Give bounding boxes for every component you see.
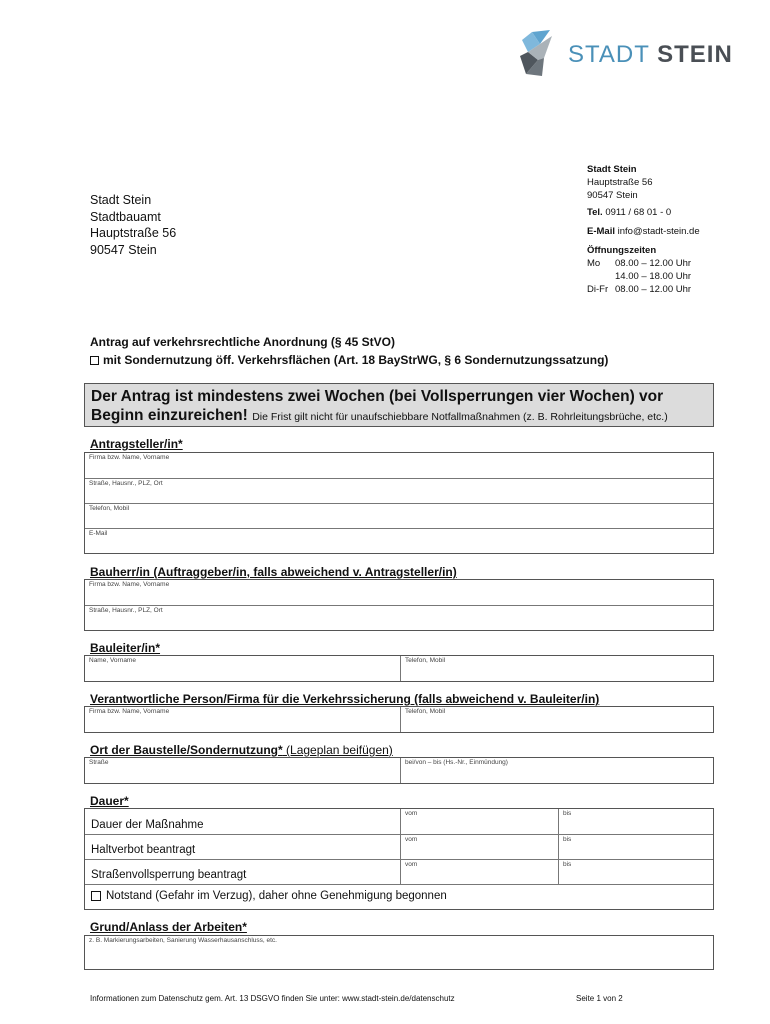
recipient-line: Stadtbauamt: [90, 209, 161, 224]
form-row: [85, 707, 713, 732]
haltverbot-von-field[interactable]: [400, 835, 558, 859]
field-caption: Telefon, Mobil: [405, 708, 446, 715]
field-caption: bei/von – bis (Hs.-Nr., Einmündung): [405, 759, 508, 766]
haltverbot-bis-field[interactable]: [558, 835, 713, 859]
vollsperrung-bis-field[interactable]: [558, 860, 713, 884]
section-grund: Grund/Anlass der Arbeiten*: [90, 920, 247, 934]
form-row[interactable]: [85, 605, 713, 630]
recipient-address: [90, 192, 176, 258]
von-caption: vom: [405, 810, 418, 817]
difr-label: Di-Fr: [587, 284, 609, 295]
mo-label: Mo: [587, 258, 601, 269]
field-caption: Straße, Hausnr., PLZ, Ort: [89, 607, 163, 614]
hours-label: Öffnungszeiten: [587, 245, 657, 256]
stein-logo-icon: [518, 30, 562, 78]
form-row[interactable]: [85, 580, 713, 605]
ort-table: [84, 757, 714, 784]
section-verantwortlich: Verantwortliche Person/Firma für die Verkehrssicherung (falls abweichend v. Bauleiter/in): [90, 692, 600, 706]
dauer-bis-field[interactable]: [558, 809, 713, 834]
deadline-notice: [84, 383, 714, 427]
field-caption: z. B. Markierungsarbeiten, Sanierung Wasserhausanschluss, etc.: [89, 937, 277, 944]
field-caption: Telefon, Mobil: [89, 505, 130, 512]
vollsperrung-label: Straßenvollsperrung beantragt: [91, 869, 247, 881]
bis-caption: bis: [563, 836, 572, 843]
form-title: Antrag auf verkehrsrechtliche Anordnung (§ 45 StVO): [90, 335, 395, 349]
field-caption: Firma bzw. Name, Vorname: [89, 454, 170, 461]
section-ort: [90, 743, 393, 757]
privacy-footer: Informationen zum Datenschutz gem. Art. 13 DSGVO finden Sie unter: www.stadt-stein.de/datenschutz: [90, 994, 455, 1003]
bauherr-table: [84, 579, 714, 631]
notstand-checkbox[interactable]: [91, 891, 101, 901]
logo-text-b: STEIN: [657, 41, 733, 68]
logo-text-a: STADT: [568, 41, 658, 68]
field-caption: Name, Vorname: [89, 657, 136, 664]
notstand-label: Notstand (Gefahr im Verzug), daher ohne Genehmigung begonnen: [106, 890, 447, 902]
section-bauherr: Bauherr/in (Auftraggeber/in, falls abweichend v. Antragsteller/in): [90, 565, 457, 579]
dauer-von-field[interactable]: [400, 809, 558, 834]
bauleiter-table: [84, 655, 714, 682]
field-caption: Telefon, Mobil: [405, 657, 446, 664]
ort-street-field[interactable]: [85, 758, 400, 783]
mo-hours-2: 14.00 – 18.00 Uhr: [615, 271, 692, 282]
field-caption: Straße, Hausnr., PLZ, Ort: [89, 480, 163, 487]
form-row[interactable]: [85, 503, 713, 528]
dauer-label-cell: [85, 860, 400, 884]
dauer-row: [85, 809, 713, 834]
antragsteller-table: [84, 452, 714, 554]
dauer-label-cell: [85, 835, 400, 859]
bis-caption: bis: [563, 810, 572, 817]
office-city: 90547 Stein: [587, 190, 638, 201]
tel-label: Tel.: [587, 207, 603, 218]
bis-caption: bis: [563, 861, 572, 868]
form-row[interactable]: [85, 478, 713, 503]
notice-sub: Die Frist gilt nicht für unaufschiebbare Notfallmaßnahmen (z. B. Rohrleitungsbrüche, etc.): [252, 411, 668, 423]
field-caption: Firma bzw. Name, Vorname: [89, 581, 170, 588]
verantwortlich-name-field[interactable]: [85, 707, 400, 732]
ort-range-field[interactable]: [400, 758, 713, 783]
notstand-row: [85, 884, 713, 909]
dauer-row: [85, 834, 713, 859]
von-caption: vom: [405, 861, 418, 868]
sondernutzung-label: mit Sondernutzung öff. Verkehrsflächen (Art. 18 BayStrWG, § 6 Sondernutzungssatzung): [103, 353, 609, 367]
logo-wordmark: [568, 41, 733, 69]
dauer-label-cell: [85, 809, 400, 834]
von-caption: vom: [405, 836, 418, 843]
field-caption: Firma bzw. Name, Vorname: [89, 708, 170, 715]
field-caption: Straße: [89, 759, 109, 766]
notstand-option: [91, 890, 447, 902]
section-dauer: Dauer*: [90, 794, 129, 808]
sondernutzung-option: [90, 353, 608, 367]
grund-table[interactable]: [84, 935, 714, 970]
bauleiter-name-field[interactable]: [85, 656, 400, 681]
office-name: Stadt Stein: [587, 164, 637, 175]
office-tel: 0911 / 68 01 - 0: [605, 207, 672, 218]
haltverbot-label: Haltverbot beantragt: [91, 844, 196, 856]
office-email: info@stadt-stein.de: [617, 226, 700, 237]
verantwortlich-table: [84, 706, 714, 733]
office-info: [587, 163, 700, 296]
office-street: Hauptstraße 56: [587, 177, 653, 188]
recipient-line: 90547 Stein: [90, 242, 157, 257]
section-antragsteller: Antragsteller/in*: [90, 437, 183, 451]
ort-note: (Lageplan beifügen): [286, 743, 393, 757]
verantwortlich-phone-field[interactable]: [400, 707, 713, 732]
ort-title: Ort der Baustelle/Sondernutzung*: [90, 743, 283, 757]
mo-hours-1: 08.00 – 12.00 Uhr: [615, 258, 692, 269]
notice-main: Der Antrag ist mindestens zwei Wochen (bei Vollsperrungen vier Wochen) vor Beginn einzureichen!: [91, 388, 664, 424]
dauer-table: [84, 808, 714, 910]
dauer-label: Dauer der Maßnahme: [91, 819, 204, 831]
email-label: E-Mail: [587, 226, 615, 237]
bauleiter-phone-field[interactable]: [400, 656, 713, 681]
form-row[interactable]: [85, 453, 713, 478]
sondernutzung-checkbox[interactable]: [90, 356, 99, 365]
form-row[interactable]: [85, 528, 713, 553]
form-row: [85, 656, 713, 681]
stadt-stein-logo: [518, 30, 738, 78]
recipient-line: Stadt Stein: [90, 193, 152, 207]
difr-hours: 08.00 – 12.00 Uhr: [615, 284, 692, 295]
dauer-row: [85, 859, 713, 884]
field-caption: E-Mail: [89, 530, 108, 537]
vollsperrung-von-field[interactable]: [400, 860, 558, 884]
recipient-line: Hauptstraße 56: [90, 226, 177, 240]
section-bauleiter: Bauleiter/in*: [90, 641, 161, 655]
page-number: Seite 1 von 2: [576, 994, 623, 1003]
form-row: [85, 758, 713, 783]
